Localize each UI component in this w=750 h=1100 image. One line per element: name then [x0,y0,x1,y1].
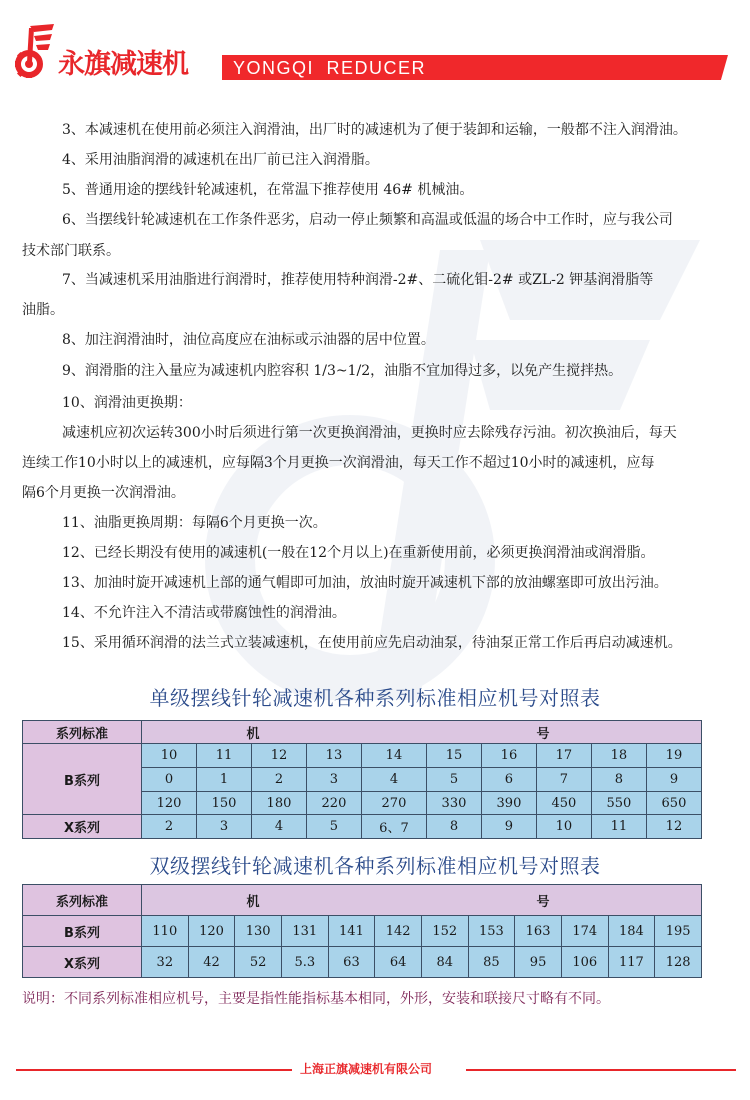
table-cell: 7 [536,768,591,792]
footer-divider-left [16,1069,292,1071]
table-note: 说明：不同系列标准相应机号，主要是指性能指标基本相同，外形，安装和联接尺寸略有不同。 [22,991,610,1007]
table-cell: 13 [306,744,361,768]
paragraph-item-7-cont: 油脂。 [22,302,64,318]
table-cell: 270 [361,792,426,815]
x-series-label: X系列 [23,947,142,978]
table-cell: 195 [655,916,702,947]
header-hao: 号 [536,894,550,910]
table-cell: 220 [306,792,361,815]
table-cell: 17 [536,744,591,768]
paragraph-item-9: 9、润滑脂的注入量应为减速机内腔容积 1/3~1/2，油脂不宜加得过多，以免产生搅拌热。 [62,363,623,379]
table-cell: 52 [235,947,282,978]
b-series-label: B系列 [23,744,142,815]
paragraph-item-11: 11、油脂更换周期：每隔6个月更换一次。 [62,515,327,531]
table-header-row [23,885,702,916]
table-cell: 3 [306,768,361,792]
table-cell: 10 [142,744,197,768]
header-ji: 机 [246,894,260,910]
table-cell: 2 [142,815,197,839]
table-cell: 11 [591,815,646,839]
table-cell: 106 [561,947,608,978]
header-label-cell: 系列标准 [23,885,142,916]
header-machine-number-cell [142,885,702,916]
paragraph-item-13: 13、加油时旋开减速机上部的通气帽即可加油，放油时旋开减速机下部的放油螺塞即可放出污油。 [62,575,668,591]
table-cell: 9 [481,815,536,839]
table-cell: 163 [515,916,562,947]
table-cell: 10 [536,815,591,839]
paragraph-item-8: 8、加注润滑油时，油位高度应在油标或示油器的居中位置。 [62,332,435,348]
table-cell: 3 [196,815,251,839]
paragraph-item-12: 12、已经长期没有使用的减速机(一般在12个月以上)在重新使用前，必须更换润滑油或润滑脂。 [62,545,655,561]
table-cell: 42 [188,947,235,978]
table-cell: 4 [251,815,306,839]
table-cell: 12 [646,815,701,839]
paragraph-item-6: 6、当摆线针轮减速机在工作条件恶劣，启动一停止频繁和高温或低温的场合中工作时，应与我公司 [62,212,673,228]
table-row [23,815,702,839]
table-cell: 450 [536,792,591,815]
table2-title: 双级摆线针轮减速机各种系列标准相应机号对照表 [149,854,601,878]
table-cell: 550 [591,792,646,815]
table-cell: 2 [251,768,306,792]
table-cell: 150 [196,792,251,815]
paragraph-item-15: 15、采用循环润滑的法兰式立装减速机，在使用前应先启动油泵，待油泵正常工作后再启动减速机。 [62,635,682,651]
table-cell: 5 [426,768,481,792]
table-cell: 5 [306,815,361,839]
table-cell: 130 [235,916,282,947]
table-cell: 120 [188,916,235,947]
table-cell: 8 [426,815,481,839]
paragraph-item-10-body: 减速机应初次运转300小时后须进行第一次更换润滑油，更换时应去除残存污油。初次换油后，每天 [62,425,677,441]
footer-divider-right [466,1069,736,1071]
table-row [23,744,702,768]
table-cell: 142 [375,916,422,947]
table-cell: 131 [281,916,328,947]
table-cell: 85 [468,947,515,978]
table-row [23,916,702,947]
table-cell: 8 [591,768,646,792]
page-header [0,0,750,100]
table-cell: 16 [481,744,536,768]
table-cell: 64 [375,947,422,978]
table-cell: 6、7 [361,815,426,839]
table-cell: 84 [421,947,468,978]
table-cell: 153 [468,916,515,947]
brand-name-en: YONGQI REDUCER [233,58,427,78]
table-row [23,947,702,978]
table-cell: 9 [646,768,701,792]
header-machine-number-cell [142,721,702,744]
x-series-label: X系列 [23,815,142,839]
single-stage-table [22,720,702,839]
table-cell: 6 [481,768,536,792]
table-cell: 120 [142,792,197,815]
table-cell: 128 [655,947,702,978]
table-cell: 152 [421,916,468,947]
table-cell: 110 [142,916,189,947]
paragraph-item-10: 10、润滑油更换期： [62,395,192,411]
table-cell: 63 [328,947,375,978]
table-cell: 32 [142,947,189,978]
table-cell: 19 [646,744,701,768]
brand-name-cn: 永旗减速机 [58,49,188,80]
table1-title: 单级摆线针轮减速机各种系列标准相应机号对照表 [149,686,601,710]
table-cell: 184 [608,916,655,947]
paragraph-item-10-body-2: 连续工作10小时以上的减速机，应每隔3个月更换一次润滑油，每天工作不超过10小时的减速机，应每 [22,455,655,471]
b-series-label: B系列 [23,916,142,947]
table-cell: 141 [328,916,375,947]
table-cell: 174 [561,916,608,947]
table-cell: 390 [481,792,536,815]
footer-company: 上海正旗减速机有限公司 [300,1062,433,1076]
table-cell: 15 [426,744,481,768]
header-hao: 号 [536,726,550,742]
table-cell: 180 [251,792,306,815]
table-cell: 5.3 [281,947,328,978]
table-cell: 95 [515,947,562,978]
double-stage-table [22,884,702,978]
table-header-row [23,721,702,744]
paragraph-item-3: 3、本减速机在使用前必须注入润滑油，出厂时的减速机为了便于装卸和运输，一般都不注入润滑油。 [62,122,687,138]
table-cell: 11 [196,744,251,768]
paragraph-item-5: 5、普通用途的摆线针轮减速机，在常温下推荐使用 46# 机械油。 [62,182,474,198]
table-cell: 14 [361,744,426,768]
table-cell: 18 [591,744,646,768]
table-cell: 0 [142,768,197,792]
table-cell: 330 [426,792,481,815]
paragraph-item-10-body-3: 隔6个月更换一次润滑油。 [22,485,185,501]
header-label-cell: 系列标准 [23,721,142,744]
header-ji: 机 [246,726,260,742]
gear-logo-icon [12,24,56,80]
paragraph-item-7: 7、当减速机采用油脂进行润滑时，推荐使用特种润滑-2#、二硫化钼-2# 或ZL-2 钾基润滑脂等 [62,272,654,288]
paragraph-item-6-cont: 技术部门联系。 [22,243,120,259]
table-cell: 12 [251,744,306,768]
paragraph-item-4: 4、采用油脂润滑的减速机在出厂前已注入润滑脂。 [62,152,379,168]
table-cell: 650 [646,792,701,815]
table-cell: 117 [608,947,655,978]
table-cell: 4 [361,768,426,792]
table-cell: 1 [196,768,251,792]
paragraph-item-14: 14、不允许注入不清洁或带腐蚀性的润滑油。 [62,605,346,621]
